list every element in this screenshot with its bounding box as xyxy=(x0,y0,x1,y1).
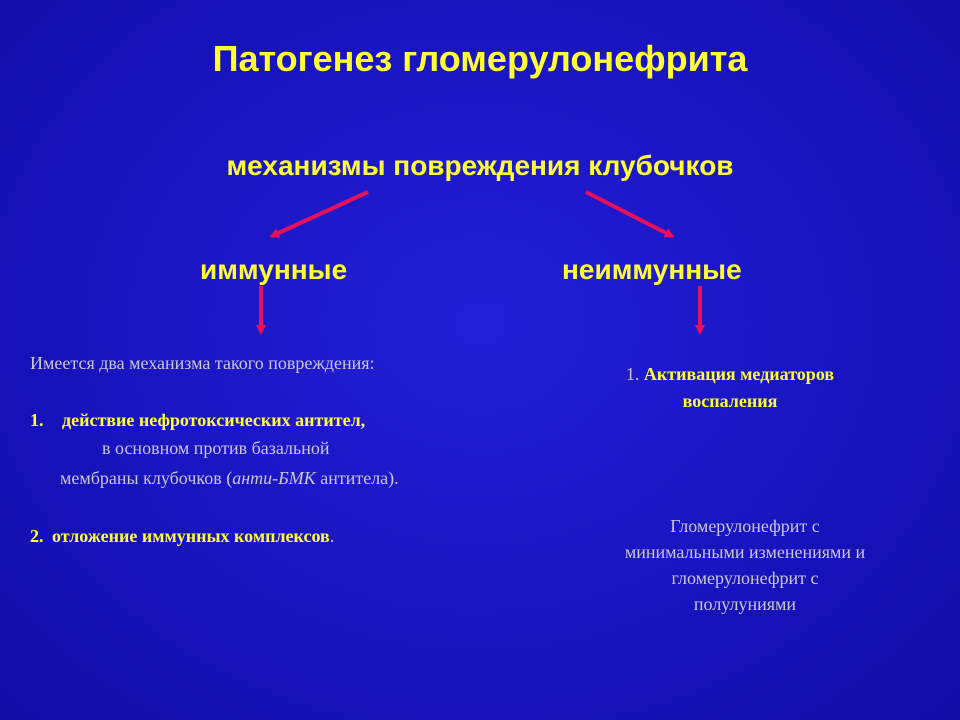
immune-item-2-number: 2. xyxy=(30,526,44,546)
immune-item-1-line2: в основном против базальной xyxy=(102,438,330,458)
immune-intro: Имеется два механизма такого повреждения: xyxy=(30,353,375,373)
immune-item-1 xyxy=(30,409,365,432)
immune-item-2-title: отложение иммунных комплексов xyxy=(52,526,330,546)
nonimmune-heading: неиммунные xyxy=(562,254,742,285)
immune-item-1-title: действие нефротоксических антител, xyxy=(62,410,366,430)
immune-heading: иммунные xyxy=(200,254,348,285)
arrow-to-nonimmune xyxy=(586,192,672,236)
immune-item-1-number: 1. xyxy=(30,410,44,430)
arrow-to-immune xyxy=(272,192,368,236)
immune-item-2-tail: . xyxy=(329,526,335,546)
nonimmune-item-1-title-line1: Активация медиаторов xyxy=(643,364,835,384)
immune-item-1-line3-a: мембраны клубочков ( xyxy=(60,468,233,488)
slide-title: Патогенез гломерулонефрита xyxy=(212,38,748,79)
nonimmune-item-1-title-line2: воспаления xyxy=(682,391,778,411)
nonimmune-note-line4: полулуниями xyxy=(693,594,797,614)
nonimmune-note-line1: Гломерулонефрит с xyxy=(670,516,820,536)
immune-item-1-line3-b: антитела). xyxy=(315,468,399,488)
nonimmune-note-line2: минимальными изменениями и xyxy=(624,542,866,562)
immune-item-1-line3-em: анти-БМК xyxy=(232,468,316,488)
immune-item-1-line3 xyxy=(60,467,399,490)
immune-item-2 xyxy=(30,525,334,548)
nonimmune-note xyxy=(560,513,930,617)
slide-subtitle: механизмы повреждения клубочков xyxy=(226,150,734,181)
nonimmune-item-1 xyxy=(560,363,900,413)
nonimmune-note-line3: гломерулонефрит с xyxy=(671,568,819,588)
nonimmune-item-1-number: 1. xyxy=(625,364,640,384)
